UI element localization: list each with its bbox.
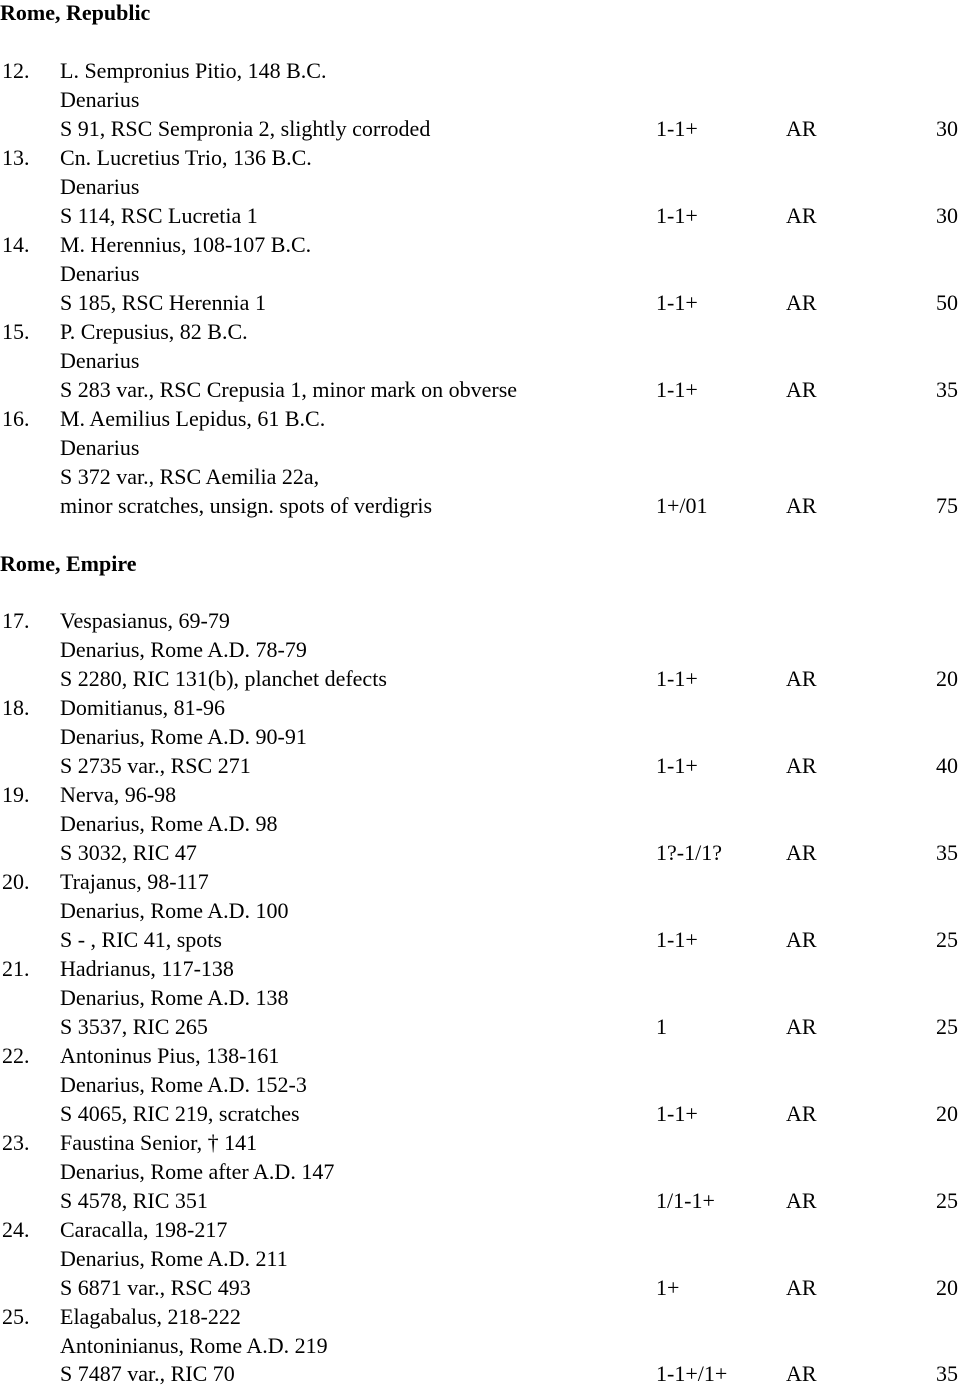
ruler-name: Cn. Lucretius Trio, 136 B.C.	[60, 145, 312, 170]
price: 20	[936, 1101, 958, 1126]
ruler-name: Nerva, 96-98	[60, 782, 177, 807]
catalog-entry-reference-line	[0, 1186, 960, 1215]
catalog-entry-denomination-line	[0, 896, 960, 925]
lot-number: 13.	[2, 145, 30, 170]
metal: AR	[786, 1188, 817, 1213]
reference: S - , RIC 41, spots	[60, 927, 222, 952]
metal: AR	[786, 927, 817, 952]
price: 25	[936, 927, 958, 952]
grade: 1-1+	[656, 1101, 698, 1126]
denomination: Denarius	[60, 435, 140, 460]
reference: S 7487 var., RIC 70	[60, 1361, 235, 1386]
catalog-entry-ruler-line	[0, 867, 960, 896]
lot-number: 15.	[2, 319, 30, 344]
denomination: Denarius, Rome A.D. 138	[60, 985, 289, 1010]
lot-number: 22.	[2, 1043, 30, 1068]
price: 35	[936, 1361, 958, 1386]
reference: S 185, RSC Herennia 1	[60, 290, 266, 315]
catalog-entry-ruler-line	[0, 780, 960, 809]
denomination: Denarius, Rome A.D. 100	[60, 898, 289, 923]
catalog-entry-reference-line	[0, 925, 960, 954]
reference: S 3537, RIC 265	[60, 1014, 208, 1039]
grade: 1-1+/1+	[656, 1361, 728, 1386]
grade: 1+	[656, 1275, 680, 1300]
reference-note: S 372 var., RSC Aemilia 22a,	[60, 464, 320, 489]
ruler-name: Antoninus Pius, 138-161	[60, 1043, 280, 1068]
catalog-entry-denomination-line	[0, 983, 960, 1012]
metal: AR	[786, 116, 817, 141]
lot-number: 20.	[2, 869, 30, 894]
denomination: Denarius, Rome A.D. 98	[60, 811, 278, 836]
price: 50	[936, 290, 958, 315]
price: 20	[936, 1275, 958, 1300]
grade: 1-1+	[656, 666, 698, 691]
metal: AR	[786, 753, 817, 778]
ruler-name: Elagabalus, 218-222	[60, 1304, 241, 1329]
grade: 1-1+	[656, 377, 698, 402]
reference: minor scratches, unsign. spots of verdigris	[60, 493, 433, 518]
reference: S 91, RSC Sempronia 2, slightly corroded	[60, 116, 431, 141]
ruler-name: L. Sempronius Pitio, 148 B.C.	[60, 58, 327, 83]
grade: 1/1-1+	[656, 1188, 715, 1213]
lot-number: 18.	[2, 695, 30, 720]
metal: AR	[786, 377, 817, 402]
ruler-name: Vespasianus, 69-79	[60, 608, 230, 633]
lot-number: 16.	[2, 406, 30, 431]
ruler-name: Domitianus, 81-96	[60, 695, 225, 720]
lot-number: 24.	[2, 1217, 30, 1242]
catalog-entry-reference-line	[0, 1359, 960, 1388]
catalog-entry-denomination-line	[0, 1244, 960, 1273]
catalog-entry-denomination-line	[0, 259, 960, 288]
catalog-entry-ruler-line	[0, 143, 960, 172]
price: 40	[936, 753, 958, 778]
denomination: Denarius	[60, 87, 140, 112]
grade: 1	[656, 1014, 667, 1039]
lot-number: 21.	[2, 956, 30, 981]
price: 35	[936, 377, 958, 402]
catalog-entry-denomination-line	[0, 433, 960, 462]
catalog-entry-reference-line	[0, 114, 960, 143]
catalog-entry-reference-line	[0, 491, 960, 520]
metal: AR	[786, 840, 817, 865]
catalog-entry-reference-line	[0, 201, 960, 230]
ruler-name: Caracalla, 198-217	[60, 1217, 228, 1242]
catalog-entry-ruler-line	[0, 56, 960, 85]
ruler-name: Faustina Senior, † 141	[60, 1130, 258, 1155]
grade: 1-1+	[656, 203, 698, 228]
catalog-entry-reference-line	[0, 288, 960, 317]
grade: 1-1+	[656, 116, 698, 141]
denomination: Denarius, Rome A.D. 211	[60, 1246, 288, 1271]
catalog-entry-ruler-line	[0, 230, 960, 259]
catalog-entry-ruler-line	[0, 1302, 960, 1331]
denomination: Denarius	[60, 348, 140, 373]
section-heading-republic: Rome, Republic	[0, 0, 151, 25]
metal: AR	[786, 1361, 817, 1386]
reference: S 2735 var., RSC 271	[60, 753, 251, 778]
section-heading-empire: Rome, Empire	[0, 551, 137, 576]
catalog-entry-denomination-line	[0, 85, 960, 114]
catalog-entry-ruler-line	[0, 1128, 960, 1157]
reference: S 3032, RIC 47	[60, 840, 197, 865]
catalog-entry-denomination-line	[0, 722, 960, 751]
catalog-entry-reference-line	[0, 1099, 960, 1128]
denomination: Denarius	[60, 261, 140, 286]
ruler-name: M. Herennius, 108-107 B.C.	[60, 232, 312, 257]
catalog-entry-reference-line	[0, 1012, 960, 1041]
denomination: Denarius, Rome A.D. 152-3	[60, 1072, 307, 1097]
catalog-entry-denomination-line	[0, 1331, 960, 1360]
metal: AR	[786, 1014, 817, 1039]
denomination: Denarius	[60, 174, 140, 199]
lot-number: 17.	[2, 608, 30, 633]
metal: AR	[786, 290, 817, 315]
reference: S 4065, RIC 219, scratches	[60, 1101, 300, 1126]
price: 25	[936, 1014, 958, 1039]
catalog-entry-reference-line	[0, 751, 960, 780]
catalog-entry-ruler-line	[0, 404, 960, 433]
grade: 1-1+	[656, 927, 698, 952]
price: 75	[936, 493, 958, 518]
denomination: Denarius, Rome A.D. 90-91	[60, 724, 307, 749]
catalog-entry-note-line	[0, 462, 960, 491]
catalog-entry-ruler-line	[0, 954, 960, 983]
denomination: Denarius, Rome after A.D. 147	[60, 1159, 335, 1184]
catalog-entry-ruler-line	[0, 693, 960, 722]
catalog-entry-reference-line	[0, 664, 960, 693]
catalog-entry-ruler-line	[0, 317, 960, 346]
reference: S 6871 var., RSC 493	[60, 1275, 251, 1300]
catalog-entry-reference-line	[0, 838, 960, 867]
lot-number: 19.	[2, 782, 30, 807]
catalog-entry-denomination-line	[0, 635, 960, 664]
catalog-entry-denomination-line	[0, 1157, 960, 1186]
price: 30	[936, 203, 958, 228]
catalog-entry-denomination-line	[0, 1070, 960, 1099]
metal: AR	[786, 203, 817, 228]
reference: S 2280, RIC 131(b), planchet defects	[60, 666, 387, 691]
price: 20	[936, 666, 958, 691]
grade: 1-1+	[656, 753, 698, 778]
catalog-entry-ruler-line	[0, 1215, 960, 1244]
lot-number: 12.	[2, 58, 30, 83]
lot-number: 25.	[2, 1304, 30, 1329]
grade: 1+/01	[656, 493, 708, 518]
catalog-entry-ruler-line	[0, 606, 960, 635]
ruler-name: M. Aemilius Lepidus, 61 B.C.	[60, 406, 326, 431]
denomination: Antoninianus, Rome A.D. 219	[60, 1333, 328, 1358]
price: 25	[936, 1188, 958, 1213]
metal: AR	[786, 1101, 817, 1126]
grade: 1?-1/1?	[656, 840, 722, 865]
catalog-entry-reference-line	[0, 375, 960, 404]
metal: AR	[786, 666, 817, 691]
catalog-entry-reference-line	[0, 1273, 960, 1302]
catalog-entry-ruler-line	[0, 1041, 960, 1070]
lot-number: 23.	[2, 1130, 30, 1155]
price: 30	[936, 116, 958, 141]
grade: 1-1+	[656, 290, 698, 315]
ruler-name: P. Crepusius, 82 B.C.	[60, 319, 248, 344]
ruler-name: Hadrianus, 117-138	[60, 956, 234, 981]
reference: S 283 var., RSC Crepusia 1, minor mark on obverse	[60, 377, 518, 402]
metal: AR	[786, 1275, 817, 1300]
ruler-name: Trajanus, 98-117	[60, 869, 209, 894]
catalog-entry-denomination-line	[0, 172, 960, 201]
lot-number: 14.	[2, 232, 30, 257]
denomination: Denarius, Rome A.D. 78-79	[60, 637, 307, 662]
reference: S 4578, RIC 351	[60, 1188, 208, 1213]
price: 35	[936, 840, 958, 865]
catalog-entry-denomination-line	[0, 809, 960, 838]
catalog-entry-denomination-line	[0, 346, 960, 375]
metal: AR	[786, 493, 817, 518]
reference: S 114, RSC Lucretia 1	[60, 203, 258, 228]
